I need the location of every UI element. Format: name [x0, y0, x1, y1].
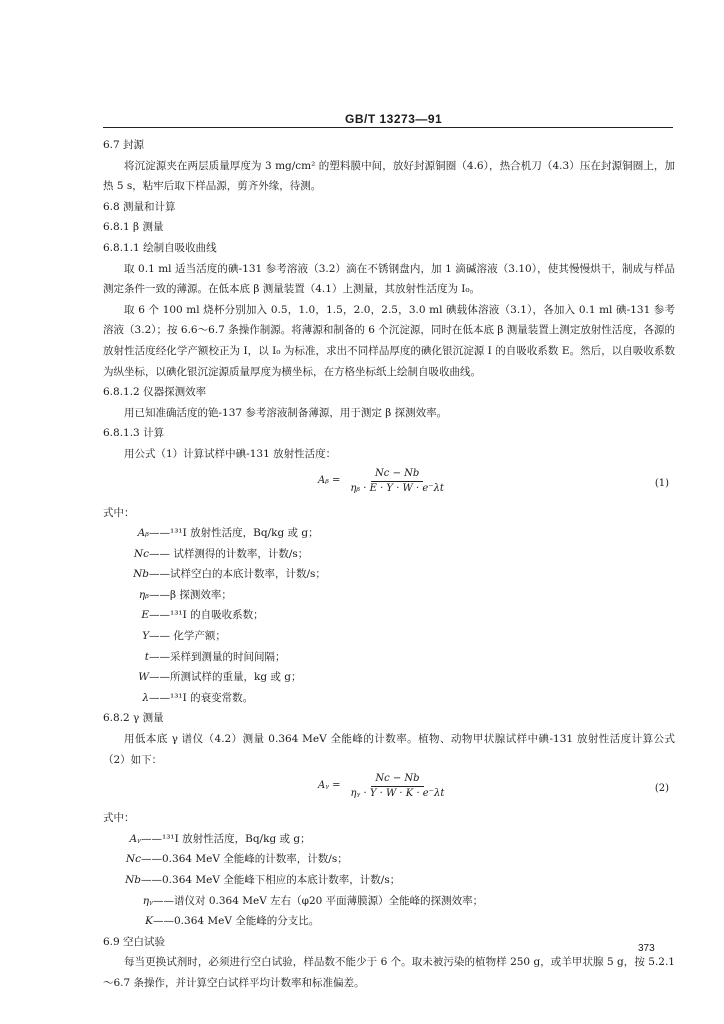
- definition-item: Nb——0.364 MeV 全能峰下相应的本底计数率，计数/s；: [125, 874, 401, 886]
- equation-1-lhs: Aᵦ =: [318, 474, 341, 486]
- definition-item: Aᵧ——¹³¹I 放射性活度，Bq/kg 或 g；: [129, 832, 311, 845]
- definition-item: t——采样到测量的时间间隔；: [144, 650, 286, 663]
- paragraph-6-7: 将沉淀源夹在两层质量厚度为 3 mg/cm² 的塑料膜中间，放好封源铜圈（4.6），热合机刀（4.3）压在封源铜圈上，加热 5 s，粘牢后取下样品源，剪齐外缘，待测。: [103, 159, 675, 193]
- equation-1: [103, 467, 675, 503]
- running-header: GB/T 13273—91: [345, 112, 443, 126]
- definition-item: ηᵦ——β 探测效率；: [138, 588, 232, 601]
- heading-6-9: 6.9 空白试验: [103, 935, 166, 948]
- equation-2-numerator: Nc − Nb: [371, 772, 423, 787]
- paragraph-thin-source: 取 0.1 ml 适当活度的碘-131 参考溶液（3.2）滴在不锈钢盘内，加 1 滴碱溶液（3.10），使其慢慢烘干，制成与样品测定条件一致的薄源。在低本底 β 测量装置（4.1）上测量，其放射性活度为 I₀。: [103, 262, 675, 296]
- document-body: [103, 135, 675, 994]
- heading-6-7: 6.7 封源: [103, 139, 145, 151]
- equation-1-denominator: ηᵦ · E · Y · W · e⁻λt: [350, 482, 444, 494]
- paragraph-self-absorption: 取 6 个 100 ml 烧杯分别加入 0.5，1.0，1.5，2.0，2.5，3.0 ml 碘载体溶液（3.1），各加入 0.1 ml 碘-131 参考溶液（3.2）；按 6.6～6.7 条操作制源。将薄源和制备的 6 个沉淀源，同时在低本底 β 测量装置上测定放射性活度，各源的放射性活度经化学产额校正为 I，以 I₀ 为标准，求出不同样品厚度的碘化银沉淀源 I 的自吸收系数 E。然后，以自吸收系数为纵坐标，以碘化银沉淀源质量厚度为横坐标，在方格坐标纸上绘制自吸收曲线。: [103, 303, 675, 378]
- definition-item: E——¹³¹I 的自吸收系数；: [141, 609, 264, 622]
- equation-2-denominator: ηᵧ · Y · W · K · e⁻λt: [350, 788, 445, 800]
- paragraph-6-9: 每当更换试剂时，必须进行空白试验，样品数不能少于 6 个。取未被污染的植物样 250 g，或羊甲状腺 5 g，按 5.2.1～6.7 条操作，并计算空白试样平均计数率和标准偏差。: [103, 956, 675, 989]
- equation-1-number: (1): [654, 477, 669, 489]
- equation-2-number: (2): [654, 783, 669, 795]
- equation-1-numerator: Nc − Nb: [371, 467, 423, 482]
- heading-6-8: 6.8 测量和计算: [103, 200, 176, 213]
- definition-item: Nc—— 试样测得的计数率，计数/s；: [133, 547, 309, 560]
- heading-6-8-1: 6.8.1 β 测量: [103, 221, 164, 234]
- heading-6-8-1-1: 6.8.1.1 绘制自吸收曲线: [103, 241, 217, 254]
- definition-item: Nc——0.364 MeV 全能峰的计数率，计数/s；: [125, 853, 348, 866]
- definition-item: K——0.364 MeV 全能峰的分支比。: [145, 915, 320, 928]
- equation-2-lhs: Aᵧ =: [318, 780, 341, 792]
- heading-6-8-1-3: 6.8.1.3 计算: [103, 427, 165, 440]
- paragraph-formula-1-intro: 用公式（1）计算试样中碘-131 放射性活度：: [124, 447, 337, 460]
- definitions-1: [103, 523, 675, 708]
- heading-6-8-2: 6.8.2 γ 测量: [103, 712, 164, 725]
- page-number: 373: [638, 943, 655, 954]
- where-label-2: 式中：: [103, 812, 135, 825]
- definitions-2: [103, 829, 675, 932]
- where-label-1: 式中：: [103, 506, 135, 519]
- paragraph-efficiency: 用已知准确活度的铯-137 参考溶液制备薄源，用于测定 β 探测效率。: [124, 406, 448, 419]
- header-rule: [103, 127, 673, 128]
- paragraph-gamma: 用低本底 γ 谱仪（4.2）测量 0.364 MeV 全能峰的计数率。植物、动物甲状腺试样中碘-131 放射性活度计算公式（2）如下：: [103, 733, 675, 766]
- definition-item: W——所测试样的重量，kg 或 g；: [138, 671, 302, 684]
- definition-item: Aᵦ——¹³¹I 放射性活度，Bq/kg 或 g；: [137, 527, 319, 540]
- equation-2: [103, 772, 675, 808]
- heading-6-8-1-2: 6.8.1.2 仪器探测效率: [103, 386, 207, 399]
- definition-item: Nb——试样空白的本底计数率，计数/s；: [133, 568, 326, 581]
- definition-item: ηᵧ——谱仪对 0.364 MeV 左右（φ20 平面薄膜源）全能峰的探测效率；: [142, 894, 484, 907]
- definition-item: λ——¹³¹I 的衰变常数。: [142, 691, 254, 704]
- definition-item: Y—— 化学产额；: [142, 630, 226, 643]
